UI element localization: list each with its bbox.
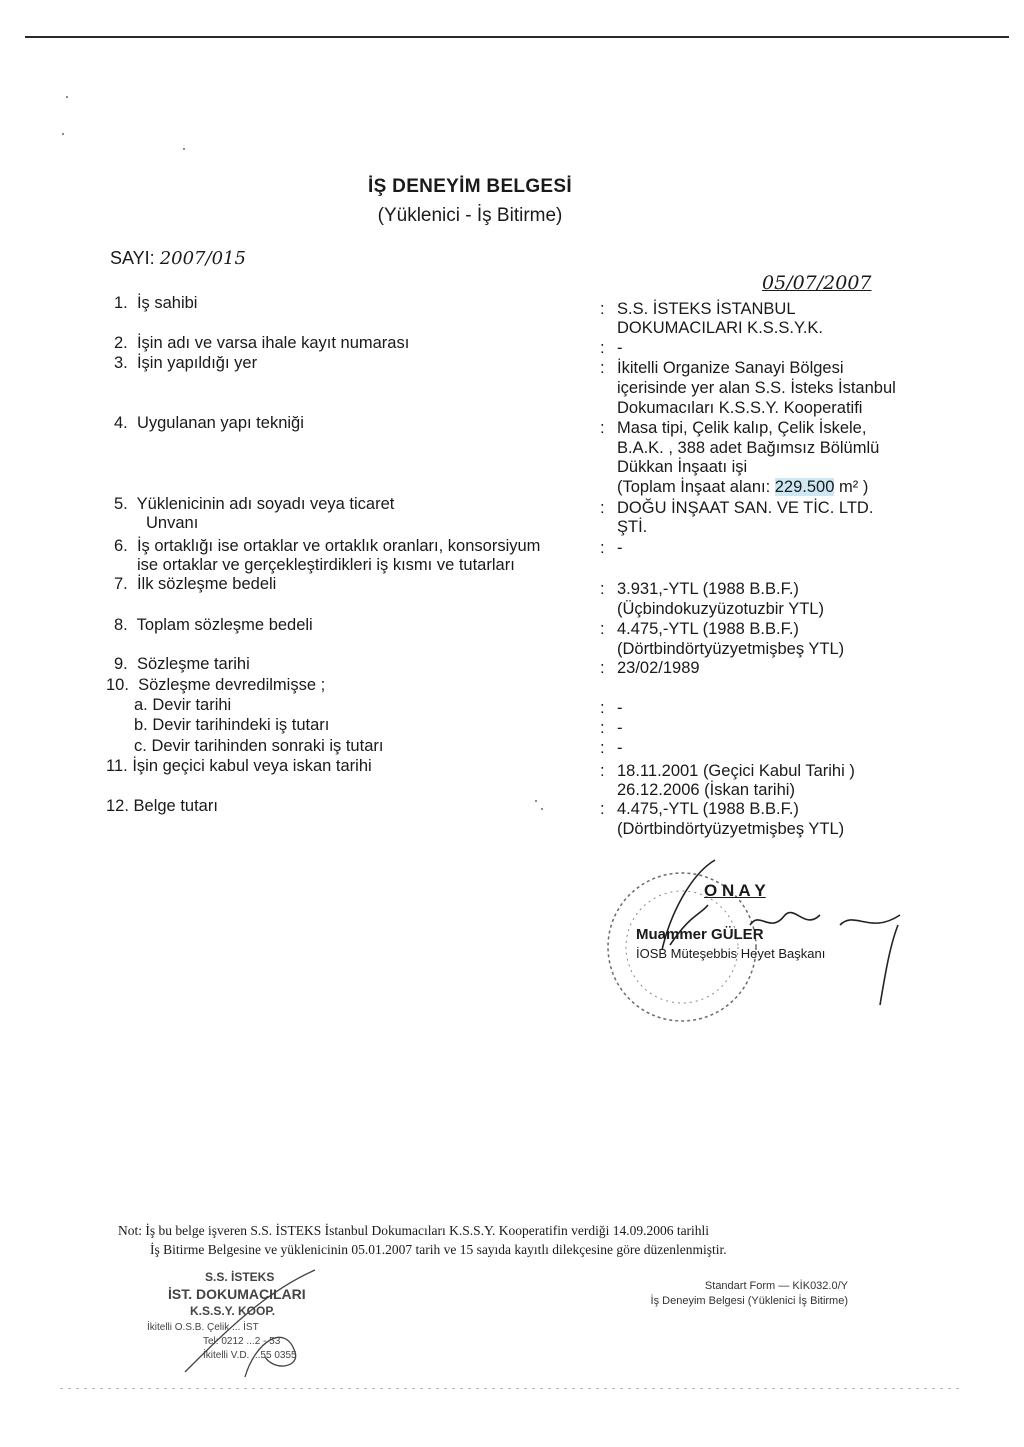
item-6-colon: :	[600, 539, 605, 557]
item-5-colon: :	[600, 499, 605, 517]
item-10-label: 10. Sözleşme devredilmişse ;	[106, 676, 326, 694]
item-1-value-2: DOKUMACILARI K.S.S.Y.K.	[617, 319, 824, 337]
item-3-value-3: Dokumacıları K.S.S.Y. Kooperatifi	[617, 399, 863, 417]
item-12-value-1: 4.475,-YTL (1988 B.B.F.)	[617, 800, 799, 818]
item-11-value-1: 18.11.2001 (Geçici Kabul Tarihi )	[617, 762, 855, 780]
item-12-colon: :	[600, 800, 605, 818]
item-3-colon: :	[600, 359, 605, 377]
item-9-colon: :	[600, 659, 605, 677]
item-2-colon: :	[600, 339, 605, 357]
item-7-value-2: (Üçbindokuzyüzotuzbir YTL)	[617, 600, 824, 618]
item-4-value-3: Dükkan İnşaatı işi	[617, 458, 748, 476]
stamp-line-6: İkitelli V.D. ...55 0355	[203, 1350, 297, 1361]
item-9-value: 23/02/1989	[617, 659, 700, 677]
item-10c-colon: :	[600, 739, 605, 757]
document-date: 05/07/2007	[762, 272, 872, 294]
footer-note	[118, 1221, 727, 1259]
item-12-value-2: (Dörtbindörtyüzyetmişbeş YTL)	[617, 820, 845, 838]
item-3-value-1: İkitelli Organize Sanayi Bölgesi	[617, 359, 844, 377]
footer-note-line-1: Not: İş bu belge işveren S.S. İSTEKS İstanbul Dokumacıları K.S.S.Y. Kooperatifin verdiği 14.09.2006 tarihli	[118, 1223, 710, 1238]
item-4-value-1: Masa tipi, Çelik kalıp, Çelik İskele,	[617, 419, 867, 437]
item-8-label: 8. Toplam sözleşme bedeli	[114, 616, 313, 634]
stamp-line-1: S.S. İSTEKS	[205, 1270, 275, 1284]
document-subtitle: (Yüklenici - İş Bitirme)	[377, 205, 563, 226]
item-11-colon: :	[600, 762, 605, 780]
item-7-label: 7. İlk sözleşme bedeli	[114, 575, 277, 593]
item-10a-label: a. Devir tarihi	[134, 696, 232, 714]
item-10b-label: b. Devir tarihindeki iş tutarı	[134, 716, 330, 734]
item-8-colon: :	[600, 620, 605, 638]
form-code: Standart Form — KİK032.0/Y	[704, 1280, 848, 1292]
item-10c-label: c. Devir tarihinden sonraki iş tutarı	[134, 737, 384, 755]
item-4-value-2: B.A.K. , 388 adet Bağımsız Bölümlü	[617, 439, 880, 457]
footer-note-line-2: İş Bitirme Belgesine ve yüklenicinin 05.01.2007 tarih ve 15 sayıda kayıtlı dilekçesine göre düzenlenmiştir.	[150, 1242, 727, 1257]
item-5-label: 5. Yüklenicinin adı soyadı veya ticaret	[114, 495, 395, 513]
item-10b-colon: :	[600, 719, 605, 737]
item-4-label: 4. Uygulanan yapı tekniği	[114, 414, 304, 432]
top-border-line	[25, 36, 1009, 38]
stamp-line-5: Tel: 0212 ...2 - 53	[203, 1336, 281, 1347]
stamp-line-2: İST. DOKUMACILARI	[168, 1286, 306, 1302]
item-2-label: 2. İşin adı ve varsa ihale kayıt numarası	[114, 334, 410, 352]
item-6-value: -	[617, 539, 623, 557]
item-3-value-2: içerisinde yer alan S.S. İsteks İstanbul	[617, 379, 896, 397]
form-name: İş Deneyim Belgesi (Yüklenici İş Bitirme)	[650, 1295, 848, 1307]
item-12-label: 12. Belge tutarı	[106, 797, 218, 815]
scan-speck	[541, 808, 543, 810]
item-1-value-1: S.S. İSTEKS İSTANBUL	[617, 300, 796, 318]
approval-heading: O N A Y	[704, 881, 766, 900]
item-6-label: 6. İş ortaklığı ise ortaklar ve ortaklık oranları, konsorsiyum	[114, 537, 541, 555]
item-11-value-2: 26.12.2006 (İskan tarihi)	[617, 781, 795, 799]
item-3-label: 3. İşin yapıldığı yer	[114, 354, 258, 372]
item-4-colon: :	[600, 419, 605, 437]
bottom-scan-dotted-line	[60, 1388, 960, 1389]
sayi-label: SAYI:	[110, 248, 155, 268]
item-5-value-2: ŞTİ.	[617, 518, 648, 536]
item-10a-colon: :	[600, 699, 605, 717]
approval-name: Muammer GÜLER	[636, 926, 764, 943]
stamp-line-3: K.S.S.Y. KOOP.	[190, 1304, 276, 1318]
item-10b-value: -	[617, 719, 623, 737]
item-10a-value: -	[617, 699, 623, 717]
item-1-label: 1. İş sahibi	[114, 294, 198, 312]
scan-speck	[535, 800, 537, 802]
item-4-value-4: (Toplam İnşaat alanı: 229.500 m² )	[617, 478, 869, 496]
item-2-value: -	[617, 339, 623, 357]
item-11-label: 11. İşin geçici kabul veya iskan tarihi	[106, 757, 372, 775]
item-5-value-1: DOĞU İNŞAAT SAN. VE TİC. LTD.	[617, 499, 874, 517]
scan-speck	[62, 133, 64, 135]
item-5-label-2: Unvanı	[146, 514, 199, 532]
item-9-label: 9. Sözleşme tarihi	[114, 655, 250, 673]
sayi-line	[110, 248, 246, 269]
item-6-label-2: ise ortaklar ve gerçekleştirdikleri iş kısmı ve tutarları	[137, 556, 515, 574]
scan-speck	[66, 96, 68, 98]
item-8-value-2: (Dörtbindörtyüzyetmişbeş YTL)	[617, 640, 845, 658]
approval-title: İOSB Müteşebbis Heyet Başkanı	[636, 946, 826, 961]
item-7-colon: :	[600, 580, 605, 598]
item-10c-value: -	[617, 739, 623, 757]
sayi-value: 2007/015	[159, 248, 246, 269]
stamp-line-4: İkitelli O.S.B. Çelik ... İST	[147, 1322, 259, 1333]
scan-speck	[183, 148, 185, 150]
item-7-value-1: 3.931,-YTL (1988 B.B.F.)	[617, 580, 799, 598]
area-highlight: 229.500	[774, 478, 835, 496]
document-title: İŞ DENEYİM BELGESİ	[368, 176, 572, 197]
item-8-value-1: 4.475,-YTL (1988 B.B.F.)	[617, 620, 799, 638]
item-1-colon: :	[600, 300, 605, 318]
